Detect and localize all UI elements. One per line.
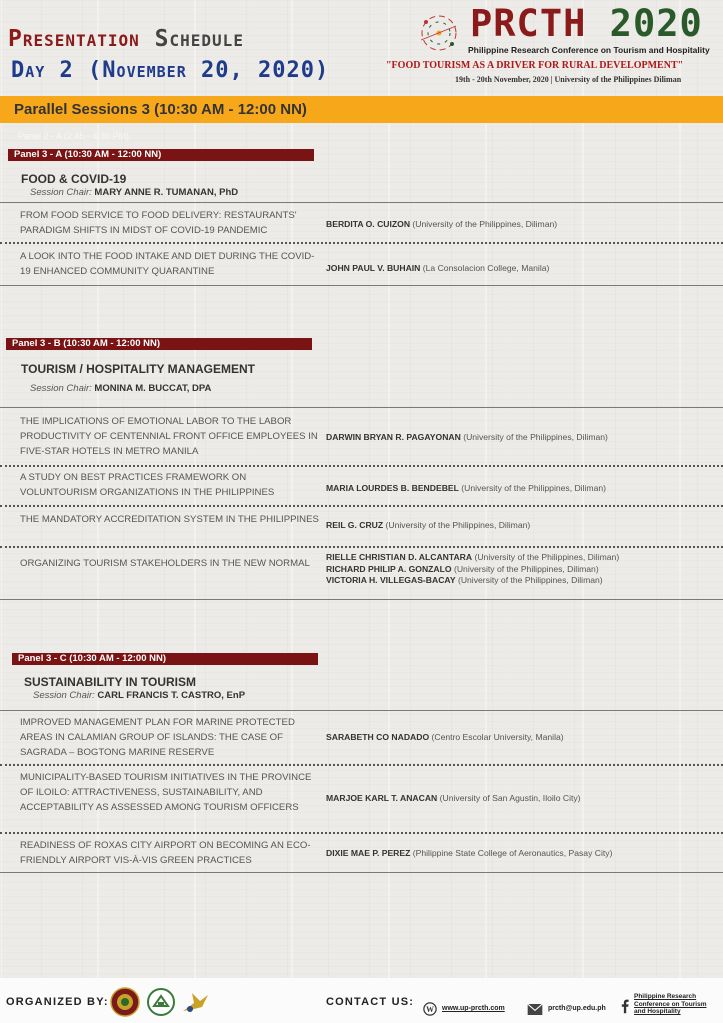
author-name: BERDITA O. CUIZON	[326, 219, 411, 229]
facebook-icon	[621, 998, 629, 1014]
author-affiliation: (University of the Philippines, Diliman)	[412, 219, 558, 229]
paper-authors	[326, 848, 721, 860]
author-name: MARIA LOURDES B. BENDEBEL	[326, 483, 459, 493]
divider	[0, 872, 723, 873]
title-word-schedule: Schedule	[154, 26, 244, 52]
author-affiliation: (University of San Agustin, Iloilo City)	[439, 793, 581, 803]
author-name: DIXIE MAE P. PEREZ	[326, 848, 411, 858]
conference-theme: "FOOD TOURISM AS A DRIVER FOR RURAL DEVELOPMENT"	[386, 60, 684, 71]
author-affiliation: (University of the Philippines, Diliman)	[385, 520, 531, 530]
paper-title: FROM FOOD SERVICE TO FOOD DELIVERY: RESTAURANTS' PARADIGM SHIFTS IN MIDST OF COVID-19 PANDEMIC	[20, 210, 297, 236]
paper-title: ORGANIZING TOURISM STAKEHOLDERS IN THE NEW NORMAL	[20, 558, 310, 569]
brand-year: 2020	[609, 2, 703, 45]
paper-title: IMPROVED MANAGEMENT PLAN FOR MARINE PROTECTED AREAS IN CALAMIAN GROUP OF ISLANDS: THE CASE OF SAGRADA – BOGTONG MARINE RESERVE	[20, 717, 295, 758]
author-affiliation: (University of the Philippines, Diliman)	[457, 575, 603, 585]
paper-authors	[326, 520, 721, 532]
author-name: VICTORIA H. VILLEGAS-BACAY	[326, 575, 456, 585]
author-name: MARJOE KARL T. ANACAN	[326, 793, 438, 803]
chair-prefix: Session Chair:	[30, 187, 92, 198]
title-word-presentation: Presentation	[8, 26, 140, 52]
author-affiliation: (University of the Philippines, Diliman)	[453, 563, 599, 574]
organized-by-label: ORGANIZED BY:	[6, 996, 109, 1008]
panel-c-chair	[33, 690, 245, 701]
conference-dates: 19th - 20th November, 2020 | University of the Philippines Diliman	[455, 75, 682, 84]
paper-title: THE MANDATORY ACCREDITATION SYSTEM IN THE PHILIPPINES	[20, 514, 319, 525]
author-name: DARWIN BRYAN R. PAGAYONAN	[326, 432, 461, 442]
paper-title: READINESS OF ROXAS CITY AIRPORT ON BECOMING AN ECO-FRIENDLY AIRPORT VIS-À-VIS GREEN PRACTICES	[20, 840, 311, 866]
paper-authors	[326, 219, 721, 231]
author-line	[326, 564, 721, 576]
brand-subtitle: Philippine Research Conference on Tourism and Hospitality	[468, 45, 710, 55]
day-subtitle: Day 2 (November 20, 2020)	[11, 58, 330, 83]
email-icon	[527, 1004, 543, 1015]
panel-b-label: Panel 3 - B (10:30 AM - 12:00 NN)	[6, 338, 312, 350]
paper-authors	[326, 732, 721, 744]
contact-us-label: CONTACT US:	[326, 996, 415, 1008]
divider	[0, 546, 723, 548]
author-name: REIL G. CRUZ	[326, 520, 384, 530]
panel-b-chair	[30, 383, 211, 394]
paper-authors	[326, 483, 721, 495]
author-name: RIELLE CHRISTIAN D. ALCANTARA	[326, 552, 473, 562]
divider	[0, 242, 723, 244]
ghost-label: Panel 2 - A (2:45 - 4:30 PM)	[18, 131, 130, 141]
brand-wordmark	[470, 2, 703, 45]
chair-name: MARY ANNE R. TUMANAN, PhD	[94, 187, 239, 198]
divider	[0, 202, 723, 203]
page-title	[8, 26, 244, 52]
paper-authors	[326, 793, 721, 805]
divider	[0, 710, 723, 711]
panel-a-label: Panel 3 - A (10:30 AM - 12:00 NN)	[8, 149, 314, 161]
paper-title: MUNICIPALITY-BASED TOURISM INITIATIVES IN THE PROVINCE OF ILOILO: ATTRACTIVENESS, SUSTAINABILITY, AND ACCEPTABILITY AS ASSESSED AMONG TOURISM OFFICERS	[20, 772, 312, 813]
author-name: JOHN PAUL V. BUHAIN	[326, 263, 421, 273]
paper-title: A LOOK INTO THE FOOD INTAKE AND DIET DURING THE COVID-19 ENHANCED COMMUNITY QUARANTINE	[20, 251, 315, 277]
up-seal-icon	[110, 987, 140, 1017]
panel-c-label: Panel 3 - C (10:30 AM - 12:00 NN)	[12, 653, 318, 665]
paper-authors	[326, 263, 721, 275]
author-name: SARABETH CO NADADO	[326, 732, 430, 742]
chair-prefix: Session Chair:	[33, 690, 95, 701]
svg-text:W: W	[426, 1005, 434, 1015]
bird-logo-icon	[180, 987, 210, 1017]
author-affiliation: (University of the Philippines, Diliman)	[463, 432, 608, 442]
paper-authors	[326, 432, 721, 444]
author-name: RICHARD PHILIP A. GONZALO	[326, 563, 452, 574]
session-banner: Parallel Sessions 3 (10:30 AM - 12:00 NN)	[0, 96, 723, 123]
divider	[0, 832, 723, 834]
divider	[0, 407, 723, 408]
panel-a-chair	[30, 187, 238, 198]
panel-b-topic: TOURISM / HOSPITALITY MANAGEMENT	[21, 362, 256, 376]
divider	[0, 505, 723, 507]
chair-name: CARL FRANCIS T. CASTRO, EnP	[97, 690, 246, 701]
divider	[0, 465, 723, 467]
chair-prefix: Session Chair:	[30, 383, 92, 394]
author-affiliation: (Centro Escolar University, Manila)	[431, 732, 564, 742]
chair-name: MONINA M. BUCCAT, DPA	[94, 383, 212, 394]
divider	[0, 764, 723, 766]
paper-title: A STUDY ON BEST PRACTICES FRAMEWORK ON VOLUNTOURISM ORGANIZATIONS IN THE PHILIPPINES	[20, 472, 275, 498]
author-line	[326, 575, 721, 587]
panel-a-topic: FOOD & COVID-19	[21, 172, 127, 186]
facebook-page-link[interactable]: Philippine Research Conference on Tourism and Hospitality	[634, 993, 707, 1015]
prcth-logo-icon	[416, 10, 462, 56]
ahtm-logo-icon	[146, 987, 176, 1017]
divider	[0, 285, 723, 286]
author-line	[326, 552, 721, 564]
author-affiliation: (University of the Philippines, Diliman)	[474, 552, 620, 562]
divider	[0, 599, 723, 600]
author-affiliation: (Philippine State College of Aeronautics, Pasay City)	[412, 848, 613, 858]
footer	[0, 978, 723, 1023]
brand-prcth: PRCTH	[470, 2, 587, 45]
panel-c-topic: SUSTAINABILITY IN TOURISM	[24, 675, 197, 689]
author-affiliation: (La Consolacion College, Manila)	[422, 263, 550, 273]
paper-title: THE IMPLICATIONS OF EMOTIONAL LABOR TO THE LABOR PRODUCTIVITY OF CENTENNIAL FRONT OFFICE EMPLOYEES IN FIVE-STAR HOTELS IN METRO MANILA	[20, 416, 318, 457]
author-affiliation: (University of the Philippines, Diliman)	[461, 483, 606, 493]
wordpress-icon	[423, 1002, 437, 1016]
paper-authors	[326, 552, 721, 587]
email-address[interactable]: prcth@up.edu.ph	[548, 1005, 606, 1012]
website-link[interactable]: www.up-prcth.com	[442, 1005, 505, 1012]
